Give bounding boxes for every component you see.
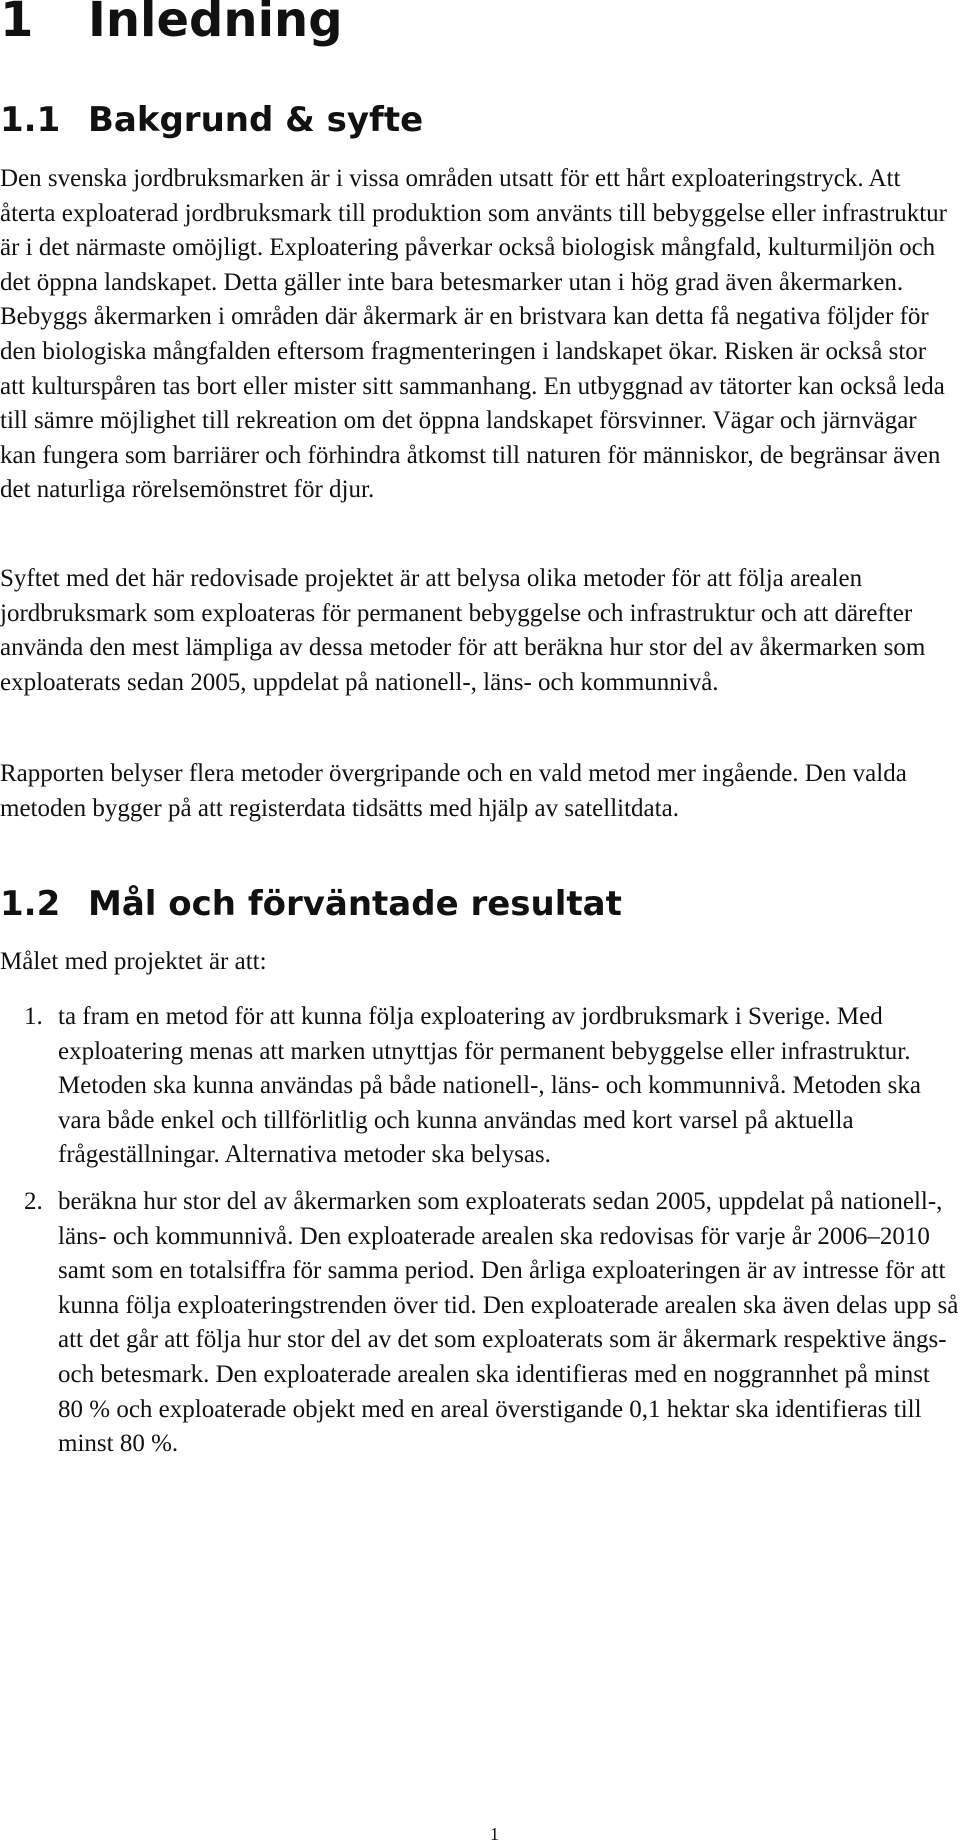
goal-marker: 1. — [24, 1003, 43, 1030]
goals-list — [0, 1000, 960, 1462]
goal-text: ta fram en metod för att kunna följa exploatering av jordbruksmark i Sverige. Med exploatering menas att marken utnyttjas för permanent bebyggelse eller infrastruktur. Metoden ska kunna användas på både nationell-, läns- och kommunnivå. Metoden ska vara både enkel och tillförlitlig och kunna användas med kort varsel på aktuella frågeställningar. Alternativa metoder ska belysas. — [58, 1003, 921, 1169]
background-paragraph: Den svenska jordbruksmarken är i vissa områden utsatt för ett hårt exploateringstryck. Att återta exploaterad jordbruksmark till produktion som använts till bebyggelse eller infrastruktur är i det närmaste omöjligt. Exploatering påverkar också biologisk mångfald, kulturmiljön och det öppna landskapet. Detta gäller inte bara betesmarker utan i hög grad även åkermarken. Bebyggs åkermarken i områden där åkermark är en bristvara kan detta få negativa följder för den biologiska mångfalden eftersom fragmenteringen i landskapet ökar. Risken är också stor att kulturspåren tas bort eller mister sitt sammanhang. En utbyggnad av tätorter kan också leda till sämre möjlighet till rekreation om det öppna landskapet försvinner. Vägar och järnvägar kan fungera som barriärer och förhindra åtkomst till naturen för människor, de begränsar även det naturliga rörelsemönstret för djur. — [0, 165, 947, 504]
section-number: 1.1 — [0, 100, 61, 140]
report-paragraph: Rapporten belyser flera metoder övergripande och en vald metod mer ingående. Den valda metoden bygger på att registerdata tidsätts med hjälp av satellitdata. — [0, 760, 907, 822]
goal-marker: 2. — [24, 1187, 43, 1215]
section-title: Bakgrund & syfte — [88, 100, 424, 140]
goal-item — [0, 1000, 960, 1173]
section-number: 1.2 — [0, 884, 61, 924]
section-heading-1-1 — [0, 98, 423, 142]
section-heading-1-2 — [0, 882, 622, 926]
chapter-title: Inledning — [88, 0, 343, 48]
goals-intro: Målet med projektet är att: — [0, 948, 267, 975]
purpose-paragraph: Syftet med det här redovisade projektet är att belysa olika metoder för att följa arealen jordbruksmark som exploateras för permanent bebyggelse och infrastruktur och att därefter använda den mest lämpliga av dessa metoder för att beräkna hur stor del av åkermarken som exploaterats sedan 2005, uppdelat på nationell-, läns- och kommunnivå. — [0, 565, 926, 696]
section-title: Mål och förväntade resultat — [88, 884, 622, 924]
goal-text: beräkna hur stor del av åkermarken som exploaterats sedan 2005, uppdelat på nationell-, läns- och kommunnivå. Den exploaterade arealen ska redovisas för varje år 2006–2010 samt som en totalsiffra för samma period. Den årliga exploateringen är av intresse för att kunna följa exploateringstrenden över tid. Den exploaterade arealen ska även delas upp så att det går att följa hur stor del av det som exploaterats som är åkermark respektive ängs- och betesmark. Den exploaterade arealen ska identifieras med en noggrannhet på minst 80 % och exploaterade objekt med en areal överstigande 0,1 hektar ska identifieras till minst 80 %. — [58, 1187, 959, 1458]
chapter-number: 1 — [0, 0, 34, 48]
page-number: 1 — [490, 1824, 499, 1844]
goal-item — [0, 1185, 960, 1462]
chapter-heading — [0, 0, 343, 50]
